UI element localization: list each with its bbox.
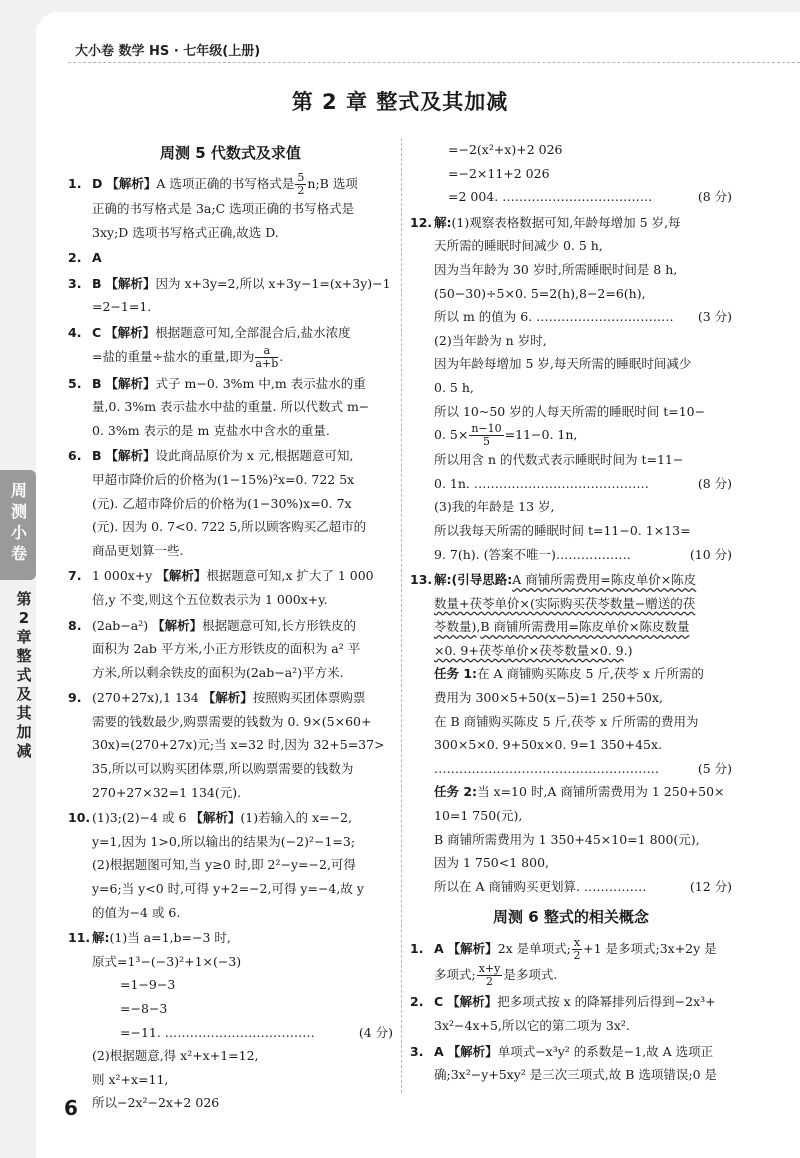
answer-item: 1. D 【解析】A 选项正确的书写格式是 $\frac{5}{2}$ n;B 选项 正确的书写格式是 3a;C 选项正确的书写格式是 3xy;D 选项书写格式正确,故选 D. [68, 171, 358, 240]
column-divider [401, 138, 402, 1093]
chapter-title: 第 2 章 整式及其加减 [291, 90, 509, 114]
fraction: $\frac{a}{a+b}$ [255, 343, 279, 370]
side-chapter-label: 第2章 整式及其加减 [16, 590, 32, 760]
answer-item: 7. 1 000x+y 【解析】根据题意可知,x 扩大了 1 000 倍,y 不变,则这个五位数表示为 1 000x+y. [68, 568, 374, 607]
answer-item: 12. 解:(1)观察表格数据可知,年龄每增加 5 岁,每 天所需的睡眠时间减少 0. 5 h, 因为当年龄为 30 岁时,所需睡眠时间是 8 h, (50−30)÷5×0. 5=2(h),8−2=6(h), 所以 m 的值为 6. …………………………… (3 分) (2)当年龄为 n 岁时, 因为年龄每增加 5 岁,每天所需的睡眠时间减少 0. 5 h, 所以 10~50 岁的人每天所需的睡眠时间 t=10− 0. 5× $\frac{n-10}{5}$ =11−0. 1n, 所以用含 n 的代数式表示睡眠时间为 t=11− 0. 1n. …………………………………… (8 分) (3)我的年龄是 13 岁, 所以我每天所需的睡眠时间 t=11−0. 1×13= 9. 7(h). (答案不唯一)……………… (10 分) [410, 214, 732, 562]
answer-item: 1. A 【解析】2x 是单项式; $\frac{x}{2}$ +1 是多项式;3x+2y 是 多项式; $\frac{x+y}{2}$ 是多项式. [410, 936, 717, 989]
answer-item: 5. B 【解析】式子 m−0. 3%m 中,m 表示盐水的重 量,0. 3%m 表示盐水中盐的重量. 所以代数式 m− 0. 3%m 表示的是 m 克盐水中含水的重量. [68, 375, 370, 438]
answer-item-continued: =−2(x²+x)+2 026 =−2×11+2 026 =2 004. ……………………………… (8 分) [448, 142, 732, 205]
fraction: $\frac{5}{2}$ [297, 171, 305, 197]
answer-item: 3. B 【解析】因为 x+3y=2,所以 x+3y−1=(x+3y)−1 =2−1=1. [68, 275, 391, 315]
answer-item: 10. (1)3;(2)−4 或 6 【解析】(1)若输入的 x=−2, y=1,因为 1>0,所以输出的结果为(−2)²−1=3; (2)根据题图可知,当 y≥0 时,即 2²−y=−2,可得 y=6;当 y<0 时,可得 y+2=−2,可得 y=−4,故 y 的值为−4 或 6. [68, 810, 364, 920]
answer-item: 8. (2ab−a²) 【解析】根据题意可知,长方形铁皮的 面积为 2ab 平方米,小正方形铁皮的面积为 a² 平 方米,所以剩余铁皮的面积为(2ab−a²)平方米. [68, 617, 361, 680]
page-number: 6 [64, 1096, 78, 1120]
left-column [68, 138, 393, 1115]
fraction: $\frac{n-10}{5}$ [471, 422, 502, 449]
side-tab-label: 周测小卷 [10, 481, 27, 563]
answer-item: 4. C 【解析】根据题意可知,全部混合后,盐水浓度 =盐的重量÷盐水的重量,即为 $\frac{a}{a+b}$ . [68, 324, 351, 370]
fraction: $\frac{x+y}{2}$ [478, 962, 501, 989]
answer-item: 3. A 【解析】单项式−x³y² 的系数是−1,故 A 选项正 确;3x²−y+5xy² 是三次三项式,故 B 选项错误;0 是 [410, 1043, 718, 1083]
section-title: 周测 5 代数式及求值 [160, 144, 301, 162]
answer-item: 2. C 【解析】把多项式按 x 的降幂排列后得到−2x³+ 3x²−4x+5,所以它的第二项为 3x². [410, 994, 716, 1033]
running-header: 大小卷 数学 HS · 七年级(上册) [75, 44, 261, 59]
answer-item: 11. 解:(1)当 a=1,b=−3 时, 原式=1³−(−3)²+1×(−3) =1−9−3 =−8−3 =−11. ……………………………… (4 分) (2)根据题意,得 x²+x+1=12, 则 x²+x=11, 所以−2x²−2x+2 026 [68, 930, 393, 1111]
answer-item: 2. A [68, 250, 102, 266]
answer-item: 6. B 【解析】设此商品原价为 x 元,根据题意可知, 甲超市降价后的价格为(1−15%)²x=0. 722 5x (元). 乙超市降价后的价格为(1−30%)x=0. 7x (元). 因为 0. 7<0. 722 5,所以顾客购买乙超市的 商品更划算一些. [68, 448, 367, 558]
answer-item: 9. (270+27x),1 134 【解析】按照购买团体票购票 需要的钱数最少,购票需要的钱数为 0. 9×(5×60+ 30x)=(270+27x)元;当 x=32 时,因为 32+5=37> 35,所以可以购买团体票,所以购票需要的钱数为 270+27×32=1 134(元). [68, 690, 385, 800]
section-title: 周测 6 整式的相关概念 [493, 908, 649, 927]
header-rule [68, 62, 800, 63]
fraction: $\frac{x}{2}$ [573, 936, 581, 963]
right-column [410, 138, 732, 1087]
answer-item: 13. 解:(引导思路:A 商铺所需费用=陈皮单价×陈皮 数量+茯苓单价×(实际购买茯苓数量−赠送的茯 苓数量),B 商铺所需费用=陈皮单价×陈皮数量 ×0. 9+茯苓单价×茯苓数量×0. 9.) 任务 1:在 A 商铺购买陈皮 5 斤,茯苓 x 斤所需的 费用为 300×5+50(x−5)=1 250+50x, 在 B 商铺购买陈皮 5 斤,茯苓 x 斤所需的费用为 300×5×0. 9+50x×0. 9=1 350+45x. ……………………………………………… (5 分) 任务 2:当 x=10 时,A 商铺所需费用为 1 250+50× 10=1 750(元), B 商铺所需费用为 1 350+45×10=1 800(元), 因为 1 750<1 800, 所以在 A 商铺购买更划算. …………… (12 分) [410, 572, 732, 894]
